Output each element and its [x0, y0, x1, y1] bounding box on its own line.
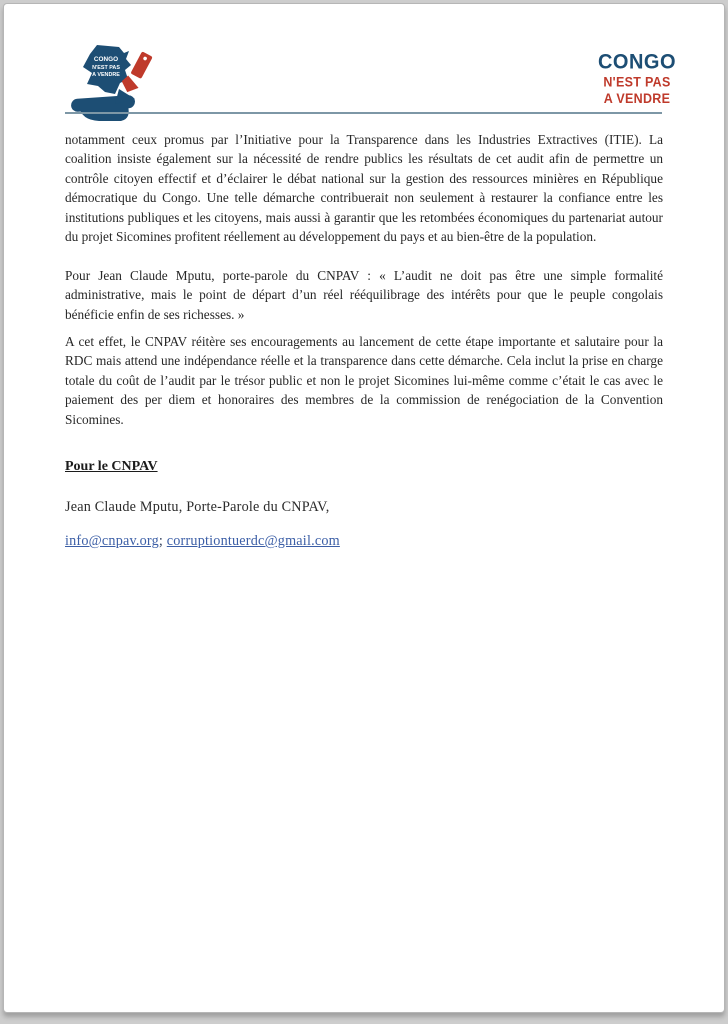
contact-emails: [65, 533, 340, 550]
cnpav-wordmark-logo: [596, 51, 678, 105]
paragraph-audit-transparency: notamment ceux promus par l’Initiative pour la Transparence dans les Industries Extractives (ITIE). La coalition insiste également sur la nécessité de rendre publics les résultats de cet audit afin de permettre un contrôle citoyen effectif et d’éclairer le débat national sur la gestion des ressources minières en République démocratique du Congo. Une telle démarche contribuerait non seulement à restaurer la confiance entre les institutions publiques et les citoyens, mais aussi à garantir que les retombées économiques du partenariat autour du projet Sicomines profitent réellement au développement du pays et au bien-être de la population.: [65, 132, 663, 245]
wordmark-line-nest-pas: N'EST PAS: [603, 74, 671, 90]
wordmark-line-a-vendre: A VENDRE: [603, 90, 671, 106]
map-text-line-2: N'EST PAS: [92, 65, 120, 71]
email-separator: ;: [158, 533, 167, 549]
document-page: [3, 3, 725, 1013]
email-link-primary[interactable]: info@cnpav.org: [65, 533, 159, 549]
email-link-secondary[interactable]: corruptiontuerdc@gmail.com: [166, 533, 340, 549]
map-text-line-1: CONGO: [93, 56, 119, 63]
hand-icon: [71, 89, 136, 121]
header-divider: [65, 112, 662, 114]
closing-heading: Pour le CNPAV: [65, 459, 158, 474]
wordmark-line-congo: CONGO: [597, 49, 677, 74]
paragraph-mputu-quote: Pour Jean Claude Mputu, porte-parole du CNPAV : « L’audit ne doit pas être une simple formalité administrative, mais le point de départ d’un réel rééquilibrage des intérêts pour que le peuple congolais bénéficie enfin de ses richesses. »: [65, 268, 663, 322]
hand-map-tag-icon: [69, 42, 165, 122]
paragraph-encouragements: A cet effet, le CNPAV réitère ses encouragements au lancement de cette étape importante et salutaire pour la RDC mais attend une indépendance réelle et la transparence dans cette démarche. Cela inclut la prise en charge totale du coût de l’audit par le trésor public et non le projet Sicomines lui-même comme c’était le cas avec le paiement des per diem et honoraires des membres de la commission de renégociation de la Convention Sicomines.: [65, 334, 663, 427]
map-text-line-3: A VENDRE: [92, 72, 120, 78]
signature-line: Jean Claude Mputu, Porte-Parole du CNPAV,: [65, 499, 330, 515]
cnpav-emblem-logo: [69, 42, 165, 122]
